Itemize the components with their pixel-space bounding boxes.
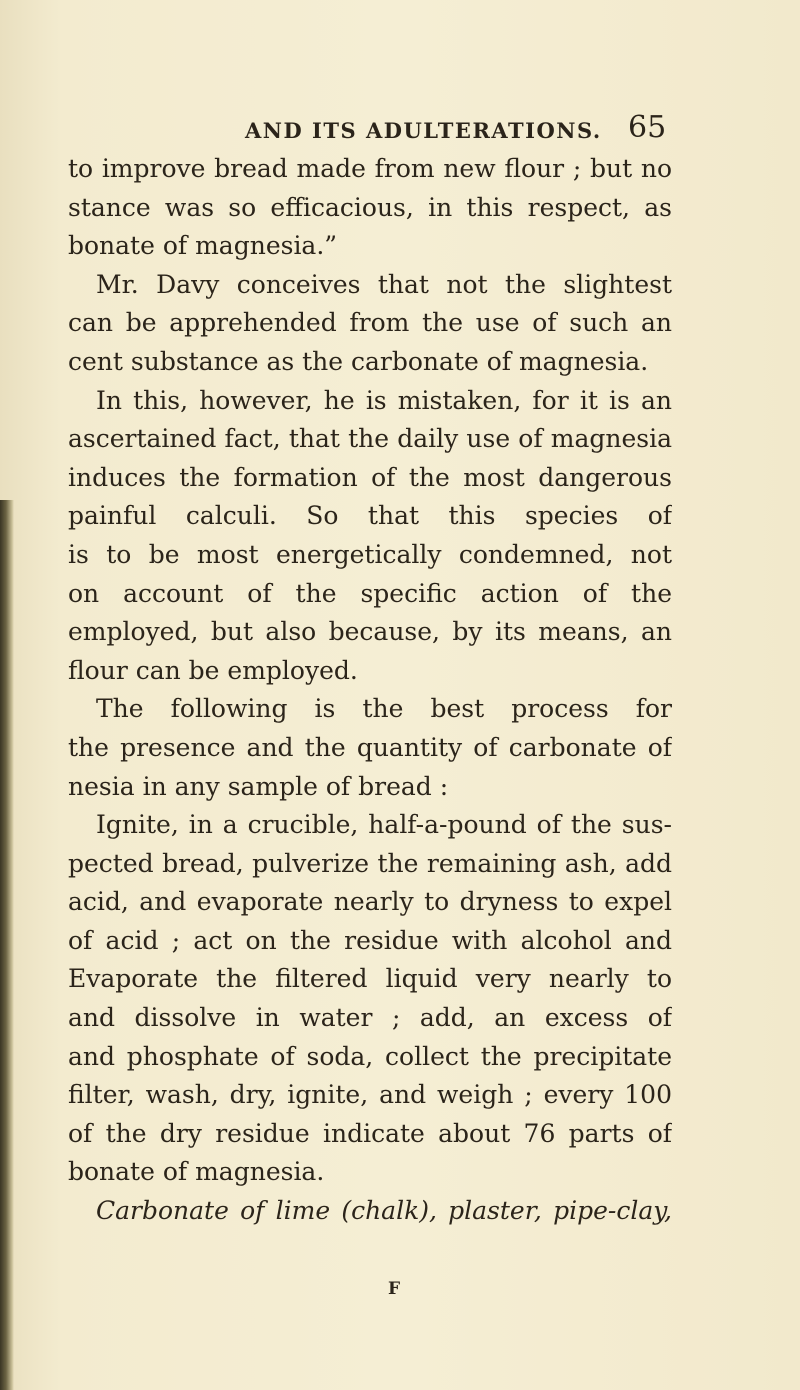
text-line: is to be most energetically condemned, not [68,539,672,569]
text-line: ascertained fact, that the daily use of magnesia [68,424,672,454]
text-line: Mr. Davy conceives that not the slightest [96,269,672,299]
text-line: induces the formation of the most dangerous [68,462,672,492]
text-line: filter, wash, dry, ignite, and weigh ; every 100 [68,1080,672,1110]
text-line: of acid ; act on the residue with alcohol and [68,925,672,955]
text-line: painful calculi. So that this species of [68,501,672,531]
binding-edge [0,500,14,1390]
text-line: flour can be employed. [68,655,358,685]
running-head: AND ITS ADULTERATIONS. [245,118,602,143]
text-line: acid, and evaporate nearly to dryness to expel [68,887,672,917]
text-line: and dissolve in water ; add, an excess of [68,1003,672,1033]
page-header [0,110,800,150]
text-line: cent substance as the carbonate of magnesia. [68,346,649,376]
text-line: The following is the best process for [96,694,672,724]
text-line: of the dry residue indicate about 76 parts of [68,1118,672,1148]
text-line: nesia in any sample of bread : [68,771,449,801]
text-line: bonate of magnesia.” [68,231,338,261]
page-number: 65 [628,110,667,145]
text-line: Carbonate of lime (chalk), plaster, pipe-clay, [96,1196,672,1226]
text-line: In this, however, he is mistaken, for it is an [96,385,672,415]
text-line: pected bread, pulverize the remaining ash, add [68,848,672,878]
text-line: and phosphate of soda, collect the precipitate [68,1041,672,1071]
text-line: bonate of magnesia. [68,1157,325,1187]
text-line: stance was so efficacious, in this respect, as [68,192,672,222]
text-line: can be apprehended from the use of such an [68,308,672,338]
text-line: Ignite, in a crucible, half-a-pound of the sus- [96,810,672,840]
text-line: the presence and the quantity of carbonate of [68,732,672,762]
body-text [68,150,672,1231]
text-line: employed, but also because, by its means, an [68,617,672,647]
text-line: on account of the specific action of the [68,578,672,608]
text-line: Evaporate the filtered liquid very nearly to [68,964,672,994]
signature-mark: F [388,1279,401,1299]
text-line: to improve bread made from new flour ; but no [68,154,672,183]
